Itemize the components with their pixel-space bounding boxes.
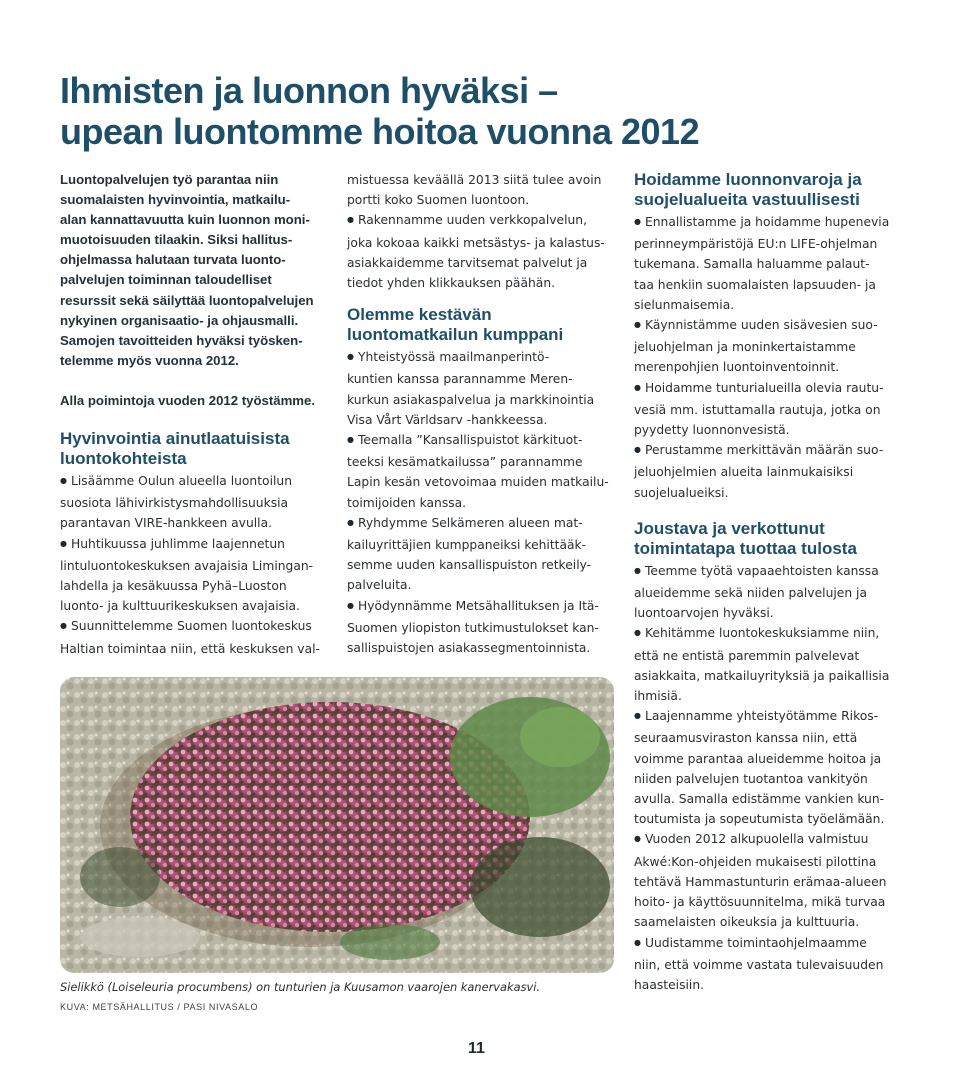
list-item	[634, 561, 914, 624]
lead-line: alan kannattavuutta kuin luonnon moni-	[60, 212, 310, 228]
list-item-line: ● Rakennamme uuden verkkopalvelun,	[347, 210, 619, 232]
list-item-line: Haltian toimintaa niin, että keskuksen val-	[60, 641, 320, 656]
lead-line: resurssit sekä säilyttää luontopalvelujen	[60, 292, 314, 308]
list-item-line: kurkun asiakaspalvelua ja markkinointia	[347, 392, 595, 407]
list-item-line: ● Vuoden 2012 alkupuolella valmistuu	[634, 829, 914, 851]
photo-credit: KUVA: METSÄHALLITUS / PASI NIVASALO	[60, 1002, 259, 1012]
section-heading-tourism	[347, 305, 619, 345]
list-item	[634, 829, 914, 932]
title-line-1: Ihmisten ja luonnon hyväksi –	[60, 70, 558, 111]
list-item	[347, 210, 619, 293]
list-item-line: Lapin kesän vetovoimaa muiden matkailu-	[347, 475, 609, 490]
list-item-line: ● Uudistamme toimintaohjelmaamme	[634, 933, 914, 955]
list-item-line: luonto- ja kulttuurikeskuksen avajaisia.	[60, 599, 300, 614]
list-item-line: parantavan VIRE-hankkeen avulla.	[60, 516, 273, 531]
lead-paragraph	[60, 170, 332, 371]
list-item-line: Suomen yliopiston tutkimustulokset kan-	[347, 620, 599, 635]
list-item-line: ● Yhteistyössä maailmanperintö-	[347, 347, 619, 369]
list-item-line: teeksi kesämatkailussa” parannamme	[347, 455, 583, 470]
bullet-list-resources	[634, 212, 914, 503]
list-item	[60, 534, 332, 617]
list-item	[634, 378, 914, 441]
heading-line: Hyvinvointia ainutlaatuisista	[60, 428, 290, 448]
lead-line: Samojen tavoitteiden hyväksi työsken-	[60, 332, 303, 348]
list-item-line: suosiota lähivirkistysmahdollisuuksia	[60, 496, 289, 511]
list-item-line: asiakkaita, matkailuyrityksiä ja paikallisia	[634, 668, 890, 683]
list-item	[634, 440, 914, 503]
photo-illustration	[60, 677, 614, 973]
section-heading-wellbeing	[60, 429, 332, 469]
list-item-line: saamelaisten oikeuksia ja kulttuuria.	[634, 915, 860, 930]
list-item-line: avulla. Samalla edistämme vankien kun-	[634, 792, 885, 807]
page-number: 11	[468, 1040, 485, 1057]
list-item	[634, 212, 914, 315]
list-item-line: ● Suunnittelemme Suomen luontokeskus	[60, 616, 332, 638]
list-item-line: ● Ryhdymme Selkämeren alueen mat-	[347, 513, 619, 535]
list-item	[347, 347, 619, 430]
list-item-line: joka kokoaa kaikki metsästys- ja kalastus-	[347, 235, 605, 250]
lead-line: Luontopalvelujen työ parantaa niin	[60, 172, 279, 187]
heading-line: Olemme kestävän	[347, 305, 492, 325]
continued-text	[347, 170, 619, 210]
list-item	[634, 933, 914, 996]
lead-line: nykyinen organisaatio- ja ohjausmalli.	[60, 312, 299, 328]
list-item	[347, 513, 619, 596]
list-item-line: suojelualueiksi.	[634, 485, 729, 500]
heading-line: Joustava ja verkottunut	[634, 518, 825, 538]
list-item-line: kailuyrittäjien kumppaneiksi kehittääk-	[347, 538, 587, 553]
list-item-line: tehtävä Hammastunturin erämaa-alueen	[634, 874, 887, 889]
list-item-line: alueidemme sekä niiden palvelujen ja	[634, 586, 867, 601]
list-item-line: ● Huhtikuussa juhlimme laajennetun	[60, 534, 332, 556]
list-item-line: ihmisiä.	[634, 689, 682, 704]
heading-line: suojelualueita vastuullisesti	[634, 190, 860, 209]
list-item-line: ● Laajennamme yhteistyötämme Rikos-	[634, 706, 914, 728]
list-item-line: ● Käynnistämme uuden sisävesien suo-	[634, 315, 914, 337]
list-item-line: ● Teemme työtä vapaaehtoisten kanssa	[634, 561, 914, 583]
list-item-line: ● Teemalla ”Kansallispuistot kärkituot-	[347, 430, 619, 452]
list-item-line: haasteisiin.	[634, 977, 705, 992]
list-item-line: seuraamusviraston kanssa niin, että	[634, 731, 858, 746]
continued-line: mistuessa keväällä 2013 siitä tulee avoin	[347, 173, 602, 187]
list-item-line: lahdella ja kesäkuussa Pyhä–Luoston	[60, 578, 287, 593]
list-item	[347, 596, 619, 659]
bullet-list-tourism	[347, 347, 619, 658]
section-heading-resources	[634, 170, 914, 210]
section-heading-networking	[634, 519, 914, 559]
list-item-line: toutumista ja sopeutumista työelämään.	[634, 812, 885, 827]
list-item-line: ● Hyödynnämme Metsähallituksen ja Itä-	[347, 596, 619, 618]
bullet-list-wellbeing	[60, 471, 332, 659]
list-item	[634, 706, 914, 829]
list-item-line: lintuluontokeskuksen avajaisia Limingan-	[60, 558, 314, 573]
lead-line: suomalaisten hyvinvointia, matkailu-	[60, 192, 291, 208]
lead-line: palvelujen toiminnan taloudelliset	[60, 272, 272, 288]
list-item-line: perinneympäristöjä EU:n LIFE-ohjelman	[634, 237, 878, 252]
list-item-line: että ne entistä paremmin palvelevat	[634, 648, 860, 663]
list-item	[60, 471, 332, 534]
photo-alpine-azalea	[60, 677, 614, 973]
intro-note: Alla poimintoja vuoden 2012 työstämme.	[60, 392, 316, 408]
list-item-line: taa henkiin suomalaisten lapsuuden- ja	[634, 277, 876, 292]
list-item-line: jeluohjelman ja moninkertaistamme	[634, 340, 856, 355]
list-item-line: ● Perustamme merkittävän määrän suo-	[634, 440, 914, 462]
heading-line: toimintatapa tuottaa tulosta	[634, 538, 857, 558]
list-item-line: ● Kehitämme luontokeskuksiamme niin,	[634, 623, 914, 645]
list-item	[60, 616, 332, 658]
list-item-line: niiden palvelujen tuotantoa vankityön	[634, 771, 868, 786]
list-item-line: voimme parantaa alueidemme hoitoa ja	[634, 751, 882, 766]
list-item-line: niin, että voimme vastata tulevaisuuden	[634, 957, 884, 972]
lead-line: ohjelmassa halutaan turvata luonto-	[60, 252, 286, 268]
heading-line: luontokohteista	[60, 448, 187, 468]
heading-line: Hoidamme luonnonvaroja ja	[634, 170, 862, 189]
list-item-line: asiakkaidemme tarvitsemat palvelut ja	[347, 255, 588, 270]
heading-line: luontomatkailun kumppani	[347, 325, 564, 345]
list-item-line: sallispuistojen asiakassegmentoinnista.	[347, 641, 591, 656]
list-item-line: pyydetty luonnonvesistä.	[634, 423, 790, 438]
photo-caption: Sielikkö (Loiseleuria procumbens) on tunturien ja Kuusamon vaarojen kanervakasvi.	[60, 980, 541, 994]
list-item-line: luontoarvojen hyväksi.	[634, 606, 774, 621]
list-item-line: toimijoiden kanssa.	[347, 495, 467, 510]
list-item-line: Akwé:Kon-ohjeiden mukaisesti pilottina	[634, 854, 877, 869]
lead-line: telemme myös vuonna 2012.	[60, 352, 239, 368]
list-item-line: sielunmaisemia.	[634, 297, 735, 312]
bullet-list-web-service	[347, 210, 619, 293]
column-1	[60, 170, 332, 659]
column-2	[347, 170, 619, 658]
list-item-line: ● Lisäämme Oulun alueella luontoilun	[60, 471, 332, 493]
list-item-line: hoito- ja käyttösuunnitelma, mikä turvaa	[634, 895, 886, 910]
list-item	[634, 623, 914, 706]
list-item-line: jeluohjelmien alueita lainmukaisiksi	[634, 465, 854, 480]
page-title	[60, 70, 920, 152]
lead-line: muotoisuuden tilaakin. Siksi hallitus-	[60, 232, 293, 248]
list-item-line: merenpohjien luontoinventoinnit.	[634, 360, 840, 375]
list-item-line: tiedot yhden klikkauksen päähän.	[347, 276, 556, 291]
list-item	[634, 315, 914, 378]
list-item-line: kuntien kanssa parannamme Meren-	[347, 372, 573, 387]
list-item-line: vesiä mm. istuttamalla rautuja, jotka on	[634, 402, 881, 417]
list-item-line: Visa Vårt Världsarv -hankkeessa.	[347, 412, 548, 427]
list-item-line: semme uuden kansallispuiston retkeily-	[347, 558, 592, 573]
list-item-line: ● Hoidamme tunturialueilla olevia rautu-	[634, 378, 914, 400]
bullet-list-networking	[634, 561, 914, 995]
continued-line: portti koko Suomen luontoon.	[347, 193, 530, 208]
list-item	[347, 430, 619, 513]
title-line-2: upean luontomme hoitoa vuonna 2012	[60, 111, 700, 152]
list-item-line: ● Ennallistamme ja hoidamme hupenevia	[634, 212, 914, 234]
list-item-line: palveluita.	[347, 578, 412, 593]
list-item-line: tukemana. Samalla haluamme palaut-	[634, 257, 870, 272]
column-3	[634, 170, 914, 995]
